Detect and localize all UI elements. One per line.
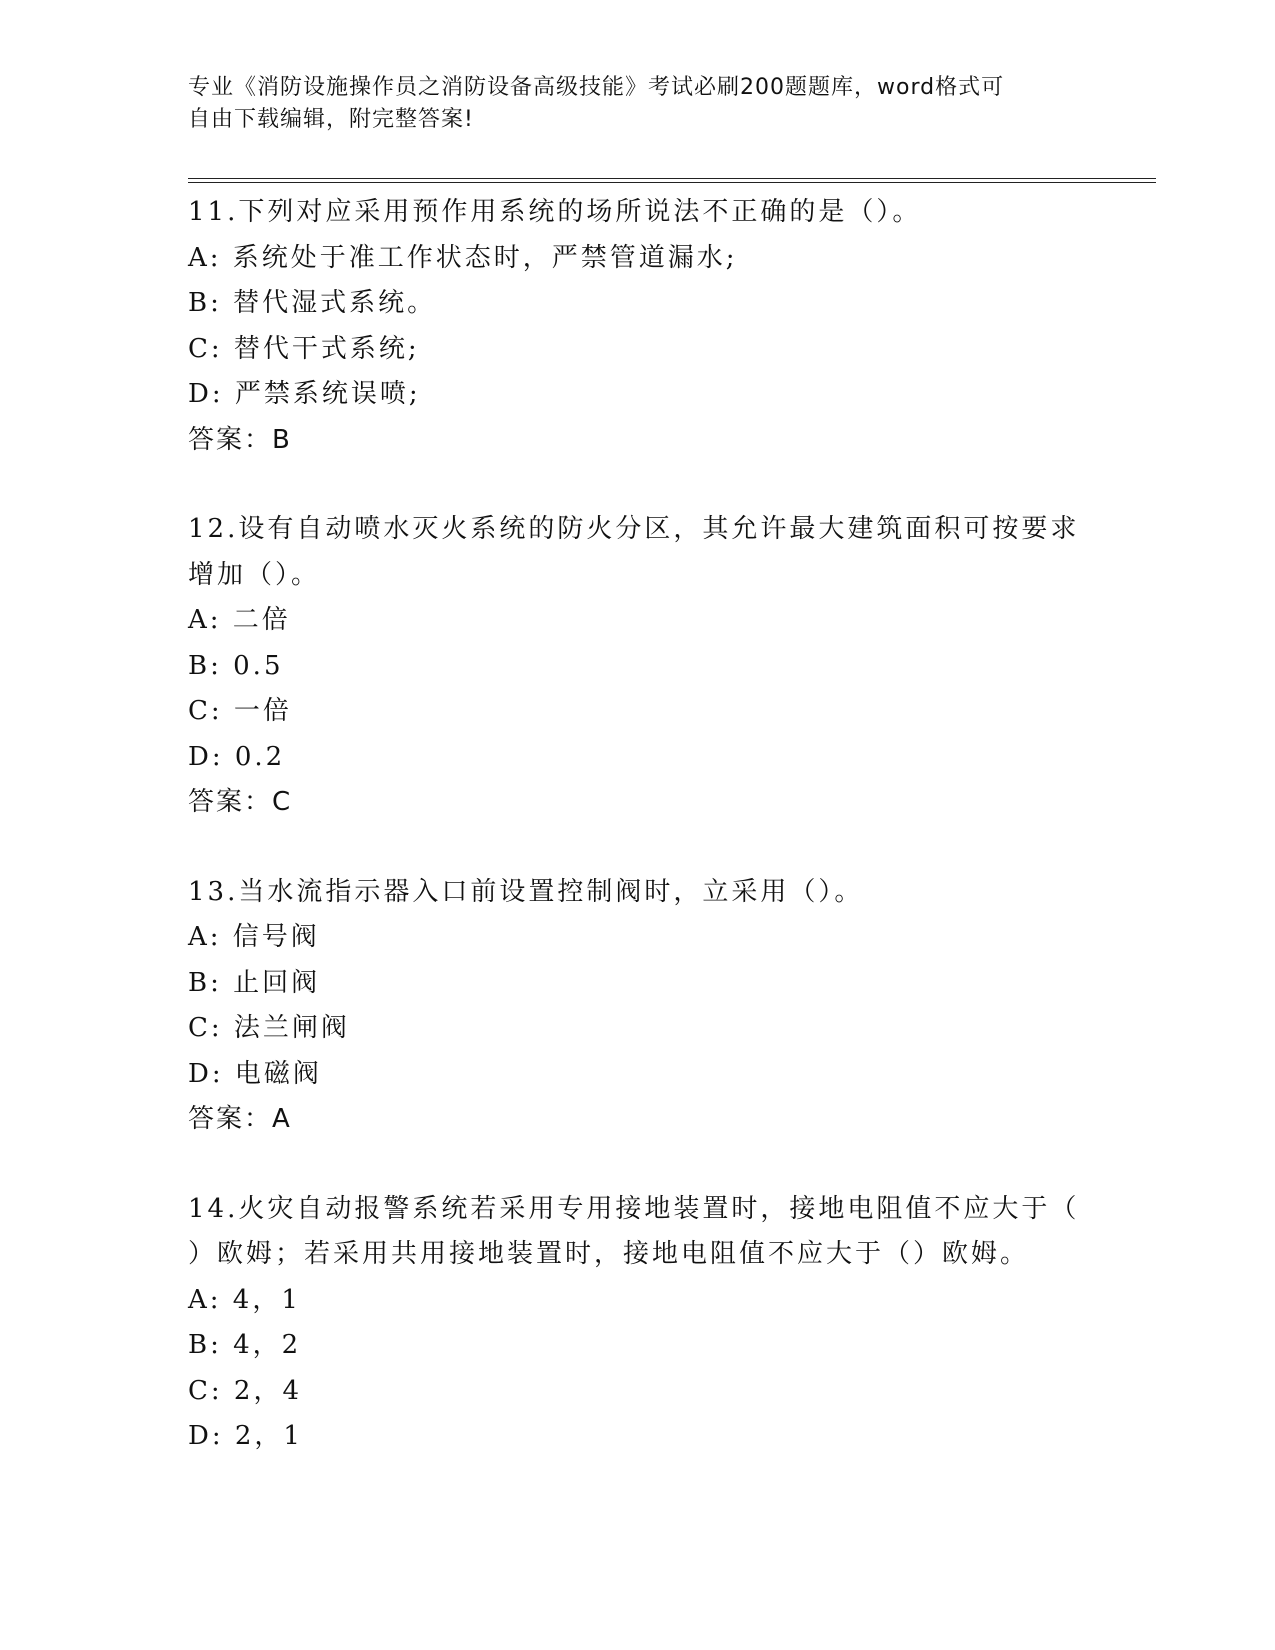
question-13 — [188, 870, 1088, 1143]
header-divider — [188, 178, 1156, 183]
answer-line: 答案：A — [188, 1104, 292, 1134]
question-stem: 11.下列对应采用预作用系统的场所说法不正确的是（）。 — [188, 197, 922, 227]
question-stem: 13.当水流指示器入口前设置控制阀时，立采用（）。 — [188, 876, 864, 907]
header-line-1: 专业《消防设施操作员之消防设备高级技能》考试必刷200题题库，word格式可 — [188, 75, 1005, 100]
option-c: C: 2，4 — [188, 1375, 303, 1406]
question-12 — [188, 507, 1088, 826]
option-b: B: 4，2 — [188, 1330, 302, 1360]
question-list — [188, 190, 1088, 1504]
option-b: B: 替代湿式系统。 — [188, 288, 437, 318]
option-a: A: 4，1 — [188, 1284, 301, 1315]
option-c: C: 替代干式系统; — [188, 333, 420, 364]
option-d: D: 严禁系统误喷; — [188, 379, 421, 409]
option-d: D: 2，1 — [188, 1421, 303, 1451]
option-d: D: 电磁阀 — [188, 1058, 322, 1089]
question-stem-continued: 增加（）。 — [188, 559, 321, 590]
answer-line: 答案：B — [188, 424, 292, 455]
option-d: D: 0.2 — [188, 741, 286, 772]
option-a: A: 信号阀 — [188, 922, 320, 952]
option-c: C: 法兰闸阀 — [188, 1013, 350, 1043]
answer-line: 答案：C — [188, 787, 293, 817]
option-a: A: 二倍 — [188, 605, 291, 635]
option-b: B: 0.5 — [188, 650, 284, 681]
document-header — [188, 72, 1088, 136]
question-11 — [188, 190, 1088, 463]
question-14 — [188, 1187, 1088, 1460]
question-stem: 14.火灾自动报警系统若采用专用接地装置时，接地电阻值不应大于（ — [188, 1193, 1080, 1224]
option-c: C: 一倍 — [188, 696, 292, 726]
header-line-2: 自由下载编辑，附完整答案! — [188, 107, 474, 132]
question-stem: 12.设有自动喷水灭火系统的防火分区，其允许最大建筑面积可按要求 — [188, 514, 1080, 544]
option-b: B: 止回阀 — [188, 967, 321, 998]
option-a: A: 系统处于准工作状态时，严禁管道漏水; — [188, 242, 738, 273]
question-stem-continued: ）欧姆；若采用共用接地装置时，接地电阻值不应大于（）欧姆。 — [188, 1239, 1030, 1269]
